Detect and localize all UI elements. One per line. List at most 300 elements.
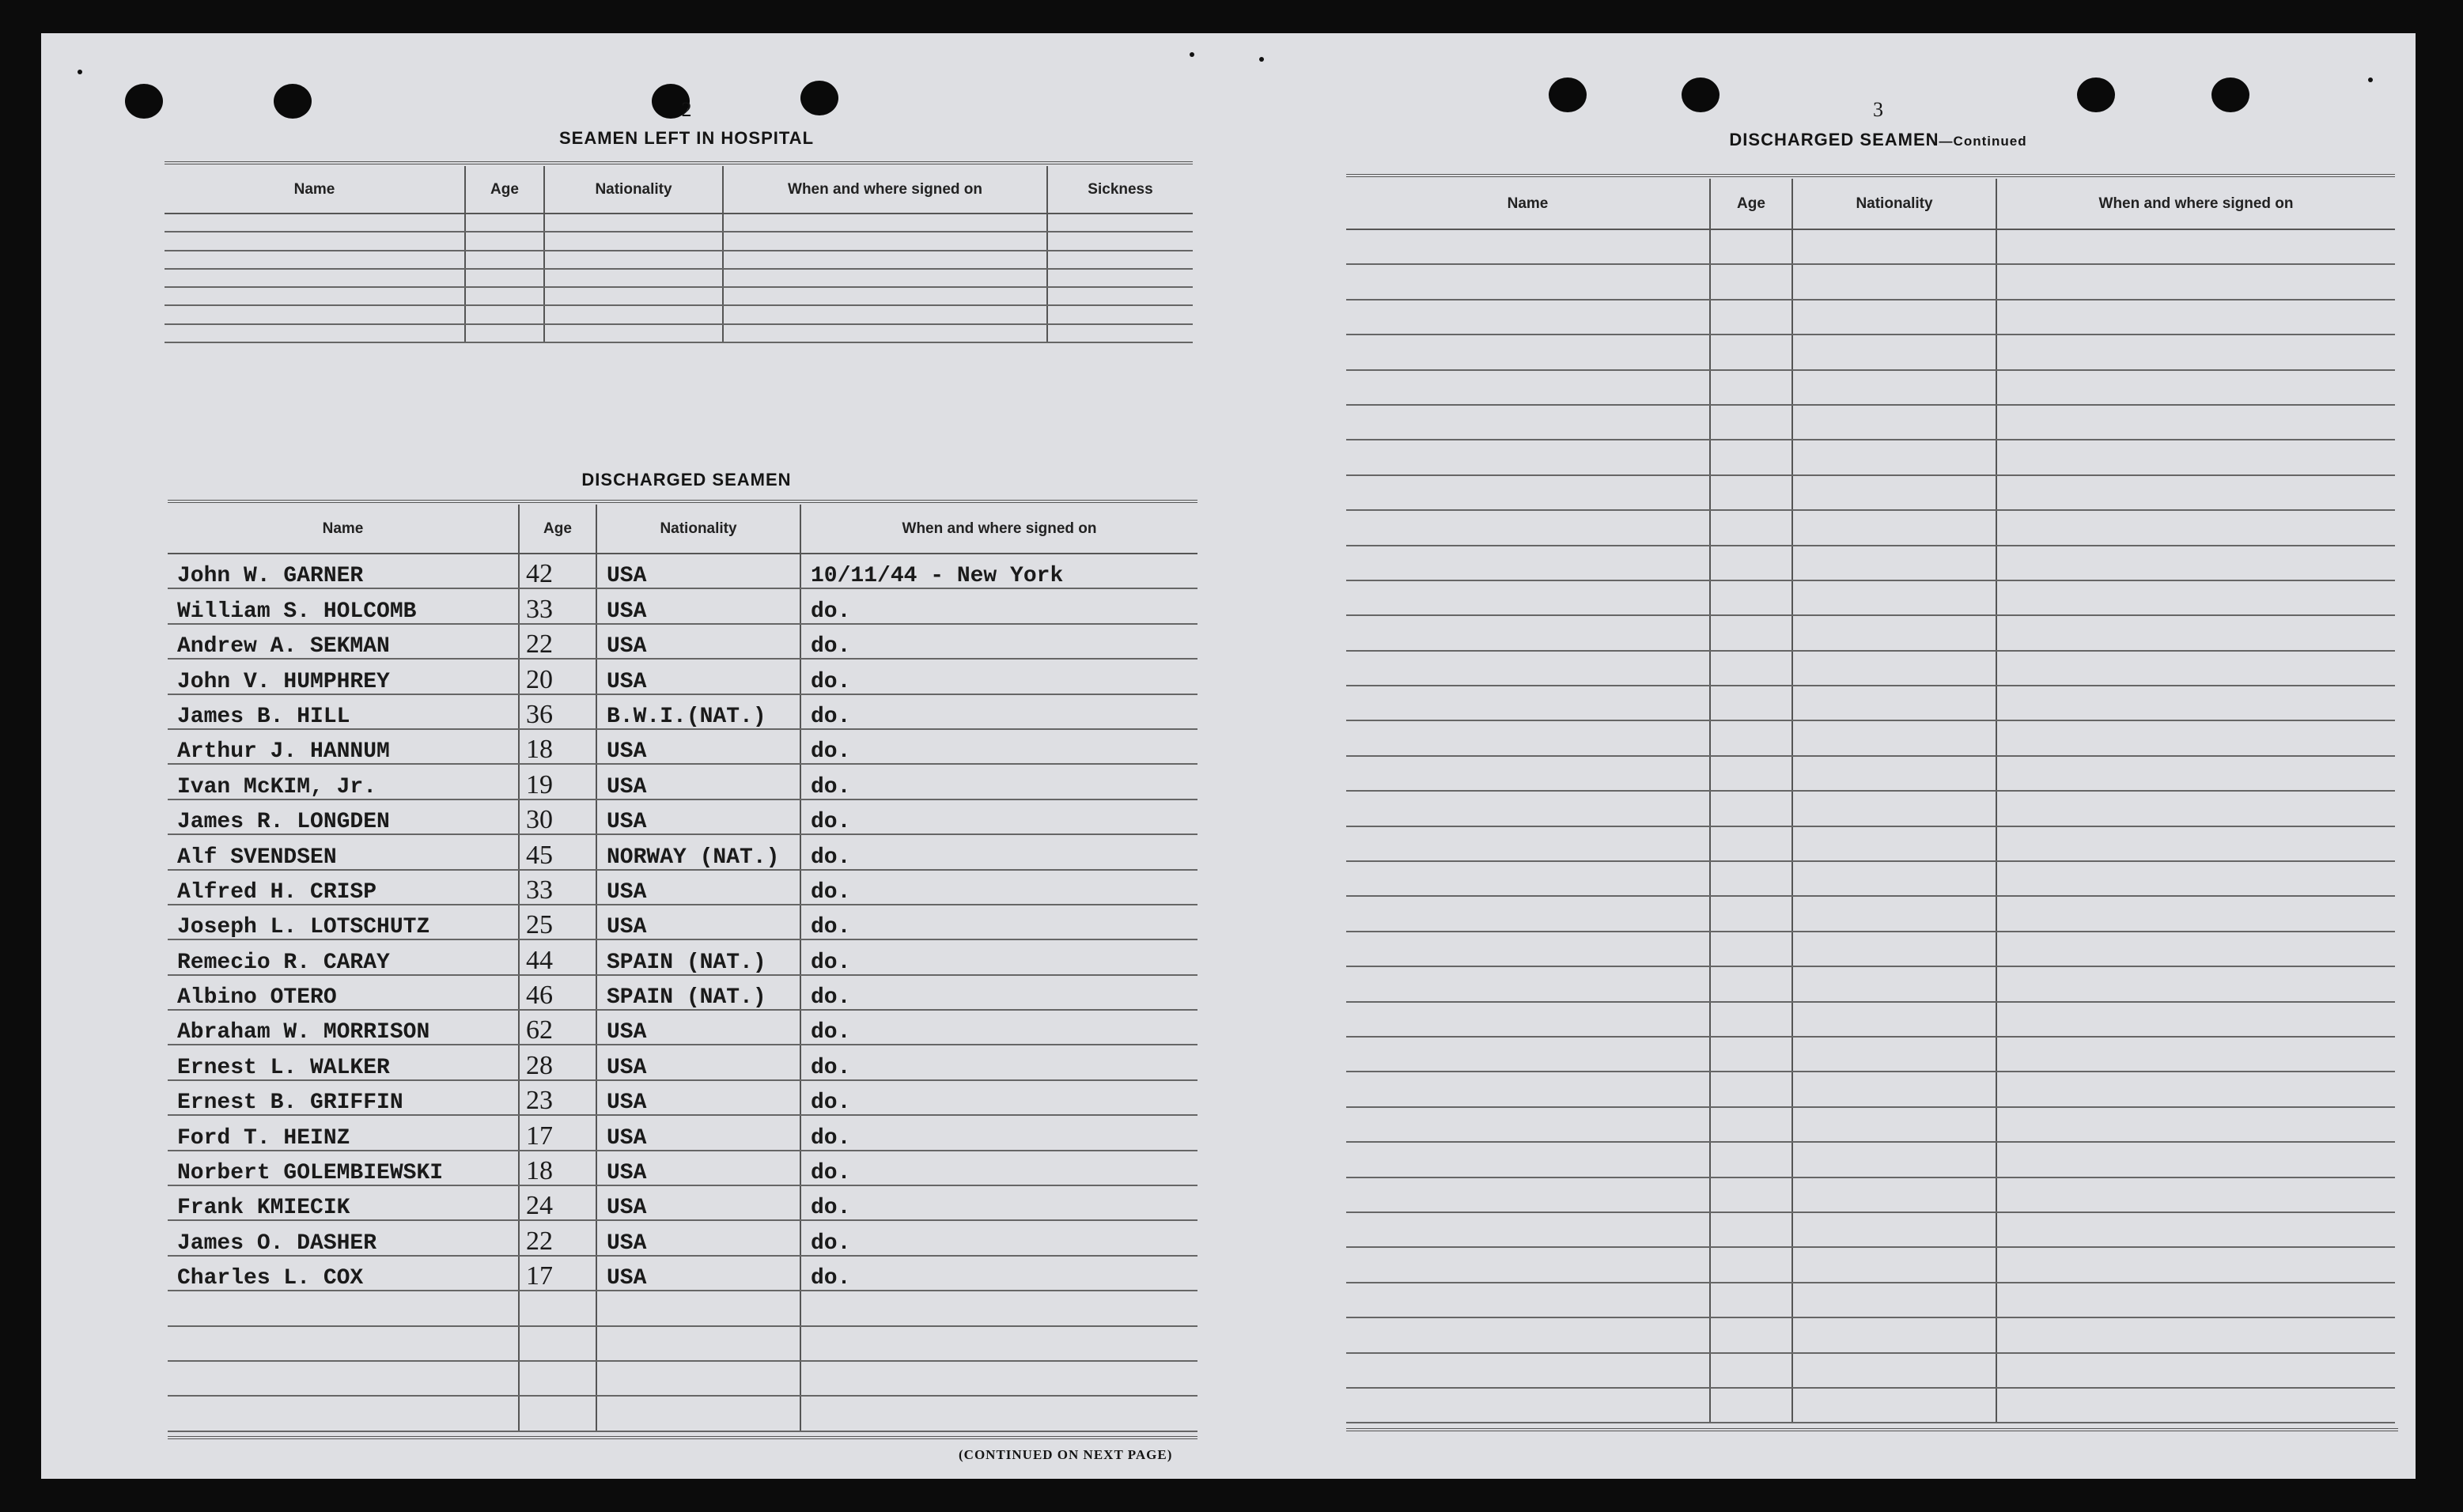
cell-sickness — [1047, 269, 1193, 287]
table-row — [165, 232, 1193, 250]
cell-nationality — [1792, 932, 1996, 966]
table-row — [1346, 229, 2395, 264]
cell-age — [1710, 405, 1792, 440]
punch-hole — [125, 84, 163, 119]
cell-name — [1346, 370, 1710, 405]
cell-signed-on — [1996, 651, 2395, 686]
cell-age — [1710, 966, 1792, 1001]
column-header-signed-on: When and where signed on — [800, 505, 1197, 554]
cell-age: 62 — [519, 1010, 596, 1045]
cell-signed-on: do. — [800, 1080, 1197, 1115]
cell-age — [1710, 300, 1792, 335]
cell-nationality — [1792, 1317, 1996, 1352]
cell-age — [1710, 546, 1792, 580]
cell-age — [1710, 615, 1792, 650]
cell-nationality — [1792, 1072, 1996, 1106]
cell-name — [1346, 264, 1710, 299]
cell-nationality — [1792, 966, 1996, 1001]
title-main: DISCHARGED SEAMEN — [1729, 130, 1939, 149]
column-header-signed-on: When and where signed on — [723, 166, 1047, 214]
cell-name — [1346, 686, 1710, 720]
cell-nationality: USA — [596, 905, 800, 939]
cell-signed-on — [1996, 932, 2395, 966]
cell-age — [465, 251, 544, 269]
cell-signed-on — [800, 1361, 1197, 1396]
cell-age: 23 — [519, 1080, 596, 1115]
cell-name: James B. HILL — [168, 694, 519, 729]
cell-nationality — [544, 324, 723, 342]
speck — [78, 70, 82, 74]
table-row — [168, 1326, 1197, 1361]
cell-name: Joseph L. LOTSCHUTZ — [168, 905, 519, 939]
table-row — [168, 588, 1197, 623]
cell-age: 17 — [519, 1115, 596, 1150]
cell-signed-on — [1996, 1107, 2395, 1142]
cell-nationality — [1792, 1142, 1996, 1177]
cell-age: 42 — [519, 554, 596, 588]
cell-name — [165, 287, 465, 305]
cell-nationality — [1792, 370, 1996, 405]
cell-sickness — [1047, 232, 1193, 250]
table-row — [1346, 335, 2395, 369]
cell-age — [1710, 651, 1792, 686]
cell-nationality: USA — [596, 1151, 800, 1185]
table-row — [1346, 1142, 2395, 1177]
page-number: 2 — [681, 98, 692, 121]
cell-nationality — [544, 232, 723, 250]
cell-signed-on — [723, 287, 1047, 305]
table-row — [1346, 861, 2395, 896]
cell-nationality — [1792, 405, 1996, 440]
cell-signed-on — [723, 269, 1047, 287]
table-row — [1346, 896, 2395, 931]
discharged-continued-table — [1346, 179, 2395, 1423]
table-row — [168, 834, 1197, 869]
discharged-continued-title — [1346, 130, 2410, 150]
table-row — [168, 1151, 1197, 1185]
cell-age — [1710, 720, 1792, 755]
cell-name — [1346, 1177, 1710, 1212]
cell-age: 18 — [519, 1151, 596, 1185]
table-row — [1346, 756, 2395, 791]
cell-nationality — [596, 1396, 800, 1431]
cell-age: 33 — [519, 870, 596, 905]
cell-name — [168, 1326, 519, 1361]
cell-age — [1710, 335, 1792, 369]
table-row — [1346, 720, 2395, 755]
cell-name — [1346, 335, 1710, 369]
cell-sickness — [1047, 305, 1193, 323]
cell-nationality — [1792, 580, 1996, 615]
cell-nationality — [1792, 229, 1996, 264]
cell-nationality — [1792, 720, 1996, 755]
table-row — [1346, 686, 2395, 720]
cell-name — [1346, 791, 1710, 826]
cell-name — [1346, 932, 1710, 966]
cell-signed-on — [1996, 300, 2395, 335]
cell-age — [1710, 1247, 1792, 1282]
table-row — [1346, 370, 2395, 405]
cell-signed-on — [1996, 580, 2395, 615]
column-header-age: Age — [465, 166, 544, 214]
cell-signed-on: do. — [800, 1185, 1197, 1220]
table-row — [168, 624, 1197, 659]
table-row — [1346, 615, 2395, 650]
right-page — [1346, 96, 2410, 1472]
table-row — [1346, 651, 2395, 686]
cell-signed-on — [1996, 475, 2395, 510]
cell-name — [1346, 1072, 1710, 1106]
table-row — [1346, 264, 2395, 299]
cell-name — [1346, 1353, 1710, 1388]
cell-signed-on — [1996, 896, 2395, 931]
table-row — [168, 905, 1197, 939]
cell-name: William S. HOLCOMB — [168, 588, 519, 623]
cell-nationality: USA — [596, 1045, 800, 1079]
cell-signed-on: do. — [800, 588, 1197, 623]
speck — [2368, 77, 2373, 82]
cell-nationality — [1792, 475, 1996, 510]
cell-age — [1710, 229, 1792, 264]
cell-age — [1710, 932, 1792, 966]
table-row — [168, 1291, 1197, 1325]
cell-age: 30 — [519, 799, 596, 834]
cell-signed-on — [1996, 1177, 2395, 1212]
cell-signed-on: do. — [800, 1256, 1197, 1291]
cell-nationality — [596, 1361, 800, 1396]
cell-nationality — [1792, 896, 1996, 931]
table-row — [168, 1185, 1197, 1220]
table-row — [1346, 510, 2395, 545]
cell-nationality: USA — [596, 554, 800, 588]
document-scan — [41, 33, 2416, 1479]
cell-signed-on — [1996, 264, 2395, 299]
cell-nationality: USA — [596, 1080, 800, 1115]
cell-signed-on — [800, 1326, 1197, 1361]
cell-signed-on: do. — [800, 729, 1197, 764]
cell-sickness — [1047, 251, 1193, 269]
cell-signed-on — [1996, 966, 2395, 1001]
cell-signed-on — [1996, 1317, 2395, 1352]
table-row — [168, 1010, 1197, 1045]
cell-nationality — [544, 251, 723, 269]
cell-age — [1710, 1388, 1792, 1423]
cell-signed-on — [1996, 1072, 2395, 1106]
cell-signed-on: do. — [800, 905, 1197, 939]
cell-nationality — [1792, 651, 1996, 686]
table-row — [168, 1220, 1197, 1255]
cell-nationality — [1792, 1247, 1996, 1282]
table-bottom-rule — [168, 1436, 1197, 1439]
cell-age — [465, 214, 544, 232]
cell-name — [165, 269, 465, 287]
table-row — [168, 1080, 1197, 1115]
cell-name — [1346, 510, 1710, 545]
cell-signed-on — [1996, 510, 2395, 545]
column-header-name: Name — [1346, 179, 1710, 229]
cell-signed-on: do. — [800, 1045, 1197, 1079]
table-row — [1346, 1353, 2395, 1388]
cell-nationality — [1792, 861, 1996, 896]
cell-age — [465, 305, 544, 323]
column-header-signed-on: When and where signed on — [1996, 179, 2395, 229]
cell-signed-on — [1996, 405, 2395, 440]
cell-age — [1710, 370, 1792, 405]
title-suffix: —Continued — [1939, 134, 2027, 149]
cell-age — [1710, 1353, 1792, 1388]
cell-nationality — [596, 1291, 800, 1325]
cell-age — [1710, 1002, 1792, 1037]
table-row — [1346, 826, 2395, 861]
cell-signed-on: 10/11/44 - New York — [800, 554, 1197, 588]
cell-nationality — [1792, 546, 1996, 580]
table-row — [168, 694, 1197, 729]
cell-age — [1710, 756, 1792, 791]
cell-age — [1710, 1283, 1792, 1317]
cell-nationality — [1792, 1002, 1996, 1037]
column-header-age: Age — [519, 505, 596, 554]
cell-signed-on — [1996, 1037, 2395, 1072]
cell-name — [1346, 1037, 1710, 1072]
cell-age — [1710, 826, 1792, 861]
cell-age — [1710, 1072, 1792, 1106]
cell-signed-on — [1996, 826, 2395, 861]
cell-name — [1346, 756, 1710, 791]
cell-nationality — [1792, 1283, 1996, 1317]
column-header-name: Name — [165, 166, 465, 214]
cell-name — [165, 214, 465, 232]
cell-signed-on: do. — [800, 939, 1197, 974]
cell-nationality — [544, 287, 723, 305]
cell-age: 36 — [519, 694, 596, 729]
cell-age — [465, 232, 544, 250]
cell-age: 20 — [519, 659, 596, 694]
cell-name: Charles L. COX — [168, 1256, 519, 1291]
cell-signed-on — [1996, 720, 2395, 755]
cell-name — [1346, 720, 1710, 755]
table-row — [165, 305, 1193, 323]
table-row — [1346, 966, 2395, 1001]
cell-name: Ford T. HEINZ — [168, 1115, 519, 1150]
table-row — [168, 554, 1197, 588]
cell-signed-on — [1996, 546, 2395, 580]
cell-nationality — [1792, 791, 1996, 826]
table-row — [165, 269, 1193, 287]
cell-age — [1710, 264, 1792, 299]
cell-age: 24 — [519, 1185, 596, 1220]
table-row — [168, 975, 1197, 1010]
cell-age — [519, 1326, 596, 1361]
cell-age — [519, 1396, 596, 1431]
cell-signed-on: do. — [800, 694, 1197, 729]
speck — [1190, 52, 1194, 57]
continued-note: (CONTINUED ON NEXT PAGE) — [959, 1447, 1173, 1462]
table-row — [1346, 1072, 2395, 1106]
cell-name — [168, 1396, 519, 1431]
cell-age — [1710, 510, 1792, 545]
cell-nationality: USA — [596, 1010, 800, 1045]
table-row — [168, 729, 1197, 764]
cell-signed-on — [1996, 1353, 2395, 1388]
cell-age — [465, 324, 544, 342]
page-number: 3 — [1873, 98, 1883, 121]
cell-name: Frank KMIECIK — [168, 1185, 519, 1220]
cell-name — [1346, 1247, 1710, 1282]
cell-signed-on: do. — [800, 1010, 1197, 1045]
cell-signed-on: do. — [800, 799, 1197, 834]
cell-name: James R. LONGDEN — [168, 799, 519, 834]
table-row — [1346, 1002, 2395, 1037]
cell-nationality — [1792, 264, 1996, 299]
cell-sickness — [1047, 287, 1193, 305]
cell-age: 28 — [519, 1045, 596, 1079]
cell-nationality: USA — [596, 1115, 800, 1150]
cell-name — [165, 251, 465, 269]
cell-nationality — [1792, 826, 1996, 861]
cell-nationality — [1792, 615, 1996, 650]
table-row — [1346, 1177, 2395, 1212]
cell-nationality — [1792, 440, 1996, 474]
cell-name: John W. GARNER — [168, 554, 519, 588]
cell-name — [1346, 580, 1710, 615]
cell-name — [1346, 1283, 1710, 1317]
cell-signed-on — [723, 305, 1047, 323]
cell-nationality — [1792, 335, 1996, 369]
cell-signed-on — [723, 232, 1047, 250]
cell-age — [519, 1361, 596, 1396]
cell-name — [1346, 896, 1710, 931]
cell-age — [465, 269, 544, 287]
table-row — [168, 1256, 1197, 1291]
table-row — [1346, 580, 2395, 615]
table-row — [1346, 791, 2395, 826]
cell-signed-on: do. — [800, 834, 1197, 869]
cell-sickness — [1047, 324, 1193, 342]
hospital-table — [165, 166, 1193, 343]
cell-signed-on — [1996, 440, 2395, 474]
cell-name — [1346, 615, 1710, 650]
cell-nationality: NORWAY (NAT.) — [596, 834, 800, 869]
cell-signed-on: do. — [800, 659, 1197, 694]
cell-nationality: SPAIN (NAT.) — [596, 975, 800, 1010]
cell-nationality — [1792, 1353, 1996, 1388]
cell-name — [1346, 475, 1710, 510]
cell-signed-on — [1996, 861, 2395, 896]
cell-name — [1346, 651, 1710, 686]
cell-nationality: USA — [596, 659, 800, 694]
cell-name — [1346, 1317, 1710, 1352]
cell-age — [1710, 861, 1792, 896]
cell-nationality — [1792, 686, 1996, 720]
cell-name — [1346, 1002, 1710, 1037]
cell-signed-on — [1996, 1247, 2395, 1282]
table-row — [168, 1115, 1197, 1150]
cell-name: Ivan McKIM, Jr. — [168, 764, 519, 799]
cell-signed-on — [1996, 1388, 2395, 1423]
cell-age: 45 — [519, 834, 596, 869]
cell-nationality — [1792, 1388, 1996, 1423]
cell-nationality: USA — [596, 1185, 800, 1220]
cell-name: Alfred H. CRISP — [168, 870, 519, 905]
cell-signed-on — [1996, 370, 2395, 405]
table-row — [1346, 475, 2395, 510]
cell-name — [1346, 826, 1710, 861]
cell-age: 22 — [519, 1220, 596, 1255]
table-row — [1346, 932, 2395, 966]
cell-name — [165, 305, 465, 323]
cell-nationality: USA — [596, 764, 800, 799]
table-row — [1346, 1317, 2395, 1352]
cell-signed-on — [1996, 1142, 2395, 1177]
cell-nationality: USA — [596, 729, 800, 764]
cell-age: 22 — [519, 624, 596, 659]
cell-nationality: USA — [596, 799, 800, 834]
cell-nationality — [1792, 756, 1996, 791]
cell-signed-on: do. — [800, 764, 1197, 799]
cell-name: Alf SVENDSEN — [168, 834, 519, 869]
cell-age — [1710, 475, 1792, 510]
cell-nationality — [544, 214, 723, 232]
cell-name — [165, 324, 465, 342]
table-row — [165, 287, 1193, 305]
cell-nationality — [596, 1326, 800, 1361]
cell-signed-on — [1996, 615, 2395, 650]
cell-age — [1710, 580, 1792, 615]
cell-name — [168, 1361, 519, 1396]
cell-name: Norbert GOLEMBIEWSKI — [168, 1151, 519, 1185]
cell-nationality — [544, 269, 723, 287]
cell-signed-on — [1996, 335, 2395, 369]
cell-signed-on — [1996, 686, 2395, 720]
cell-name — [1346, 966, 1710, 1001]
cell-nationality: B.W.I.(NAT.) — [596, 694, 800, 729]
cell-name: Remecio R. CARAY — [168, 939, 519, 974]
cell-signed-on: do. — [800, 975, 1197, 1010]
cell-signed-on: do. — [800, 1115, 1197, 1150]
cell-name — [1346, 405, 1710, 440]
cell-signed-on — [1996, 756, 2395, 791]
cell-signed-on — [1996, 1283, 2395, 1317]
table-row — [1346, 1283, 2395, 1317]
cell-age — [519, 1291, 596, 1325]
cell-age — [1710, 1142, 1792, 1177]
cell-age — [1710, 896, 1792, 931]
cell-name — [1346, 440, 1710, 474]
table-top-rule — [165, 161, 1193, 164]
table-row — [168, 1361, 1197, 1396]
table-row — [1346, 440, 2395, 474]
cell-nationality: USA — [596, 1256, 800, 1291]
table-row — [1346, 1388, 2395, 1423]
cell-name — [165, 232, 465, 250]
cell-signed-on — [723, 251, 1047, 269]
cell-nationality — [544, 305, 723, 323]
discharged-section-title: DISCHARGED SEAMEN — [581, 470, 792, 490]
cell-sickness — [1047, 214, 1193, 232]
table-row — [1346, 1212, 2395, 1247]
cell-name — [1346, 1142, 1710, 1177]
cell-name — [1346, 229, 1710, 264]
cell-age — [1710, 1212, 1792, 1247]
table-row — [168, 870, 1197, 905]
cell-nationality — [1792, 1212, 1996, 1247]
cell-age: 17 — [519, 1256, 596, 1291]
cell-name: Albino OTERO — [168, 975, 519, 1010]
discharged-table — [168, 505, 1197, 1432]
cell-name: Andrew A. SEKMAN — [168, 624, 519, 659]
cell-age: 46 — [519, 975, 596, 1010]
cell-nationality: USA — [596, 624, 800, 659]
